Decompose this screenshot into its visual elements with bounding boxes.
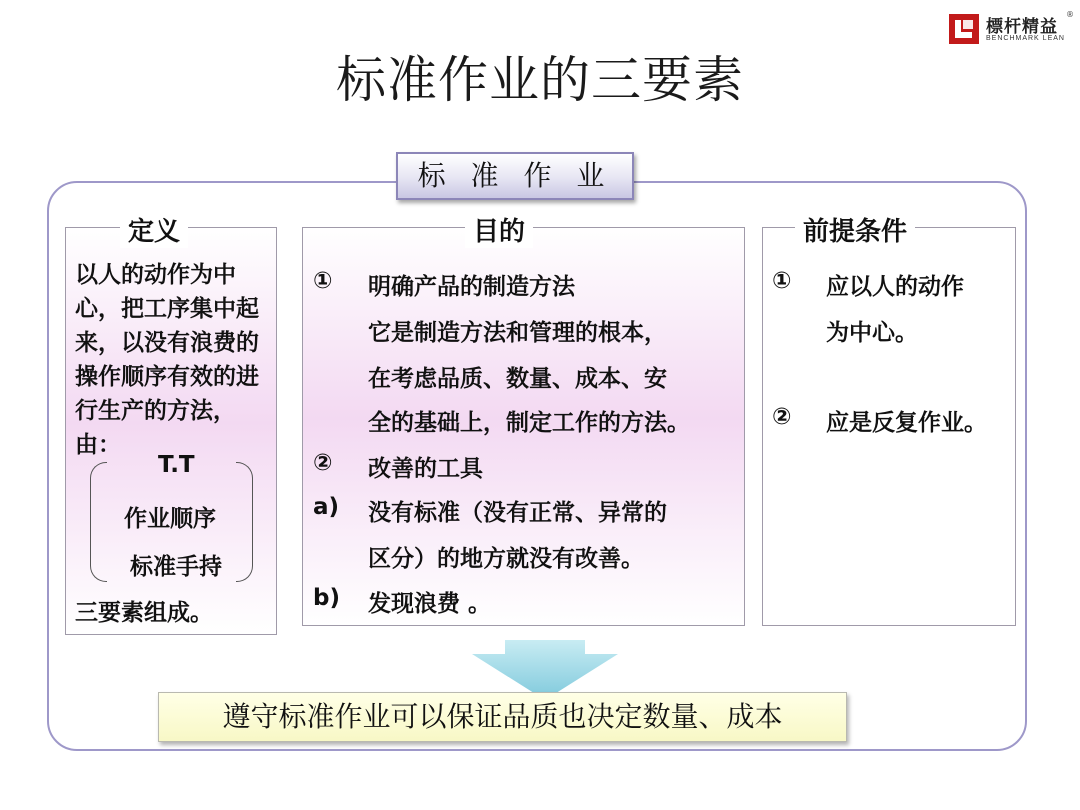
precondition-row-3: 应是反复作业。 (826, 410, 987, 436)
purpose-row-4: 全的基础上，制定工作的方法。 (368, 410, 690, 436)
purpose-row-1: 明确产品的制造方法 (368, 274, 575, 300)
result-statement: 遵守标准作业可以保证品质也决定数量、成本 (158, 692, 847, 742)
standard-work-header: 标 准 作 业 (396, 152, 634, 200)
element-work-sequence: 作业顺序 (124, 506, 216, 532)
left-bracket (90, 462, 107, 582)
purpose-row-5: 改善的工具 (368, 456, 483, 482)
precondition-marker-2: ② (772, 404, 792, 430)
logo-registered-mark: ® (1066, 10, 1074, 19)
logo-name: 標杆精益 (986, 17, 1058, 37)
purpose-row-8: 发现浪费 。 (368, 591, 492, 617)
right-bracket (236, 462, 253, 582)
precondition-row-1: 应以人的动作 (826, 274, 964, 300)
definition-ending: 三要素组成。 (75, 600, 213, 626)
logo-subtitle: BENCHMARK LEAN (986, 35, 1065, 42)
precondition-row-2: 为中心。 (826, 320, 918, 346)
precondition-marker-1: ① (772, 268, 792, 294)
purpose-row-3: 在考虑品质、数量、成本、安 (368, 366, 667, 392)
purpose-title: 目的 (465, 211, 533, 248)
purpose-marker-a: a) (313, 494, 340, 520)
definition-title: 定义 (120, 211, 188, 248)
down-arrow-icon (472, 640, 618, 700)
purpose-marker-1: ① (313, 268, 333, 294)
purpose-row-2: 它是制造方法和管理的根本， (368, 320, 667, 346)
purpose-row-7: 区分）的地方就没有改善。 (368, 546, 644, 572)
page-title: 标准作业的三要素 (336, 51, 744, 109)
definition-text: 以人的动作为中心，把工序集中起来，以没有浪费的操作顺序有效的进行生产的方法，由： (75, 262, 259, 458)
purpose-marker-2: ② (313, 450, 333, 476)
purpose-marker-b: b) (313, 585, 340, 611)
preconditions-title: 前提条件 (795, 211, 915, 248)
element-takt-time: T.T (158, 452, 195, 478)
element-standard-wip: 标准手持 (130, 554, 222, 580)
purpose-row-6: 没有标准（没有正常、异常的 (368, 500, 667, 526)
